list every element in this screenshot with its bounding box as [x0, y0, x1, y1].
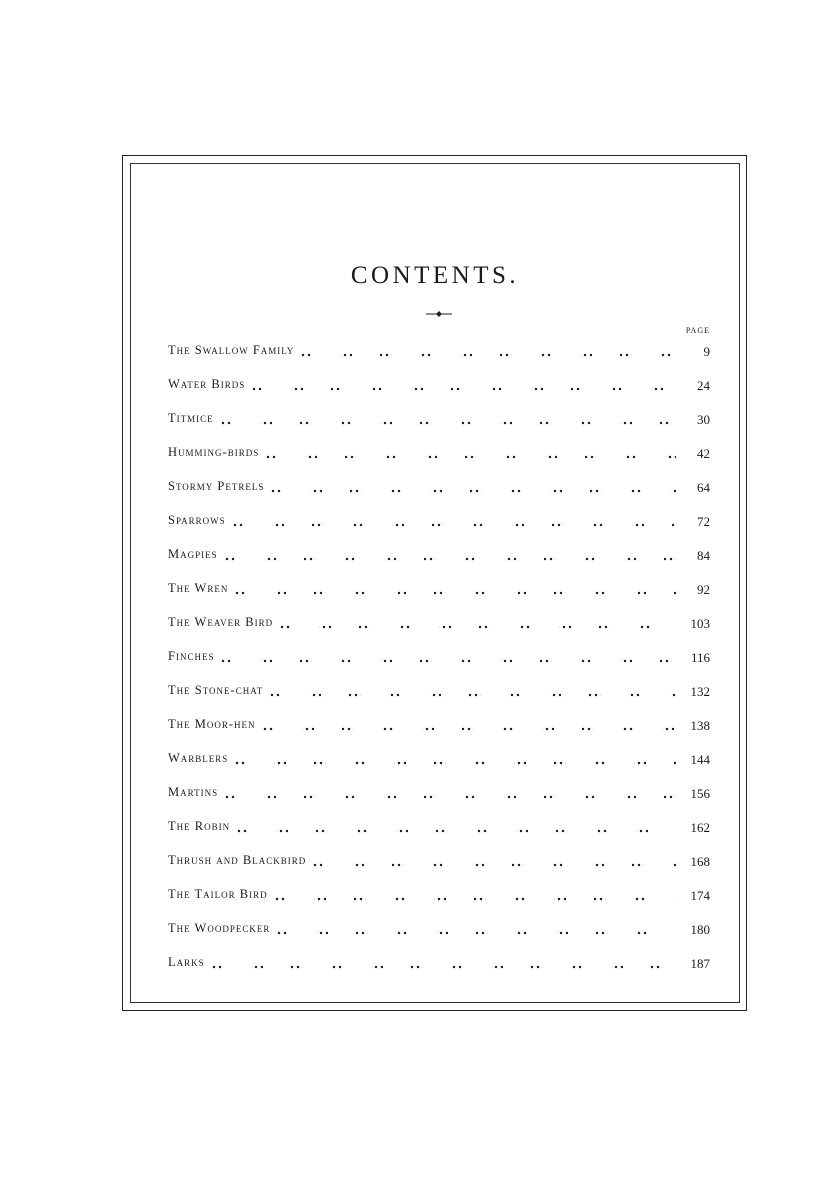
entry-title: Warblers: [168, 747, 234, 769]
fleuron-rule-icon: [424, 309, 454, 319]
entry-page-number: 84: [697, 548, 710, 563]
dot-leader: [251, 373, 676, 395]
entry-title: The Robin: [168, 815, 236, 837]
dot-leader: [269, 679, 676, 701]
entry-title: Humming-birds: [168, 441, 265, 463]
entry-page-number: 162: [690, 820, 710, 835]
dot-leader: [224, 543, 676, 565]
page-title: CONTENTS.: [350, 262, 520, 289]
contents-entry: [168, 373, 710, 407]
entry-title: Martins: [168, 781, 224, 803]
dot-leader: [279, 611, 676, 633]
contents-entry: [168, 781, 710, 815]
contents-entry: [168, 645, 710, 679]
dot-leader: [270, 475, 676, 497]
entry-page-number: 187: [690, 956, 710, 971]
entry-title: The Swallow Family: [168, 339, 300, 361]
contents-entry: [168, 747, 710, 781]
contents-entry: [168, 611, 710, 645]
contents-entry: [168, 713, 710, 747]
entry-title: Thrush and Blackbird: [168, 849, 312, 871]
entry-page-number: 64: [697, 480, 710, 495]
entry-page-number: 9: [703, 344, 710, 359]
entry-title: Water Birds: [168, 373, 251, 395]
entry-page-number: 132: [690, 684, 710, 699]
contents-entry: [168, 849, 710, 883]
entry-title: The Moor-hen: [168, 713, 262, 735]
contents-entry: [168, 679, 710, 713]
contents-list: [168, 339, 710, 985]
entry-page-number: 138: [690, 718, 710, 733]
dot-leader: [300, 339, 676, 361]
contents-entry: [168, 917, 710, 951]
entry-title: The Tailor Bird: [168, 883, 274, 905]
entry-title: Magpies: [168, 543, 224, 565]
contents-entry: [168, 509, 710, 543]
entry-page-number: 116: [690, 650, 710, 665]
entry-title: Larks: [168, 951, 211, 973]
dot-leader: [220, 407, 676, 429]
dot-leader: [274, 883, 676, 905]
contents-entry: [168, 883, 710, 917]
entry-page-number: 42: [697, 446, 710, 461]
dot-leader: [220, 645, 676, 667]
entry-page-number: 180: [690, 922, 710, 937]
contents-entry: [168, 815, 710, 849]
entry-title: The Stone-chat: [168, 679, 269, 701]
dot-leader: [312, 849, 676, 871]
dot-leader: [276, 917, 676, 939]
entry-page-number: 174: [690, 888, 710, 903]
dot-leader: [265, 441, 676, 463]
entry-title: Titmice: [168, 407, 220, 429]
contents-entry: [168, 441, 710, 475]
contents-entry: [168, 407, 710, 441]
entry-title: The Wren: [168, 577, 234, 599]
dot-leader: [234, 747, 676, 769]
entry-title: Sparrows: [168, 509, 232, 531]
contents-entry: [168, 339, 710, 373]
entry-page-number: 72: [697, 514, 710, 529]
contents-entry: [168, 543, 710, 577]
entry-title: Stormy Petrels: [168, 475, 270, 497]
entry-page-number: 156: [690, 786, 710, 801]
entry-title: The Weaver Bird: [168, 611, 279, 633]
contents-entry: [168, 951, 710, 985]
entry-page-number: 103: [690, 616, 710, 631]
dot-leader: [234, 577, 676, 599]
dot-leader: [236, 815, 676, 837]
dot-leader: [224, 781, 676, 803]
entry-title: The Woodpecker: [168, 917, 276, 939]
entry-page-number: 92: [697, 582, 710, 597]
page-column-label: PAGE: [685, 326, 710, 335]
entry-page-number: 168: [690, 854, 710, 869]
dot-leader: [262, 713, 676, 735]
dot-leader: [232, 509, 676, 531]
entry-page-number: 30: [697, 412, 710, 427]
entry-page-number: 24: [697, 378, 710, 393]
entry-title: Finches: [168, 645, 220, 667]
contents-entry: [168, 475, 710, 509]
dot-leader: [211, 951, 676, 973]
entry-page-number: 144: [690, 752, 710, 767]
contents-entry: [168, 577, 710, 611]
